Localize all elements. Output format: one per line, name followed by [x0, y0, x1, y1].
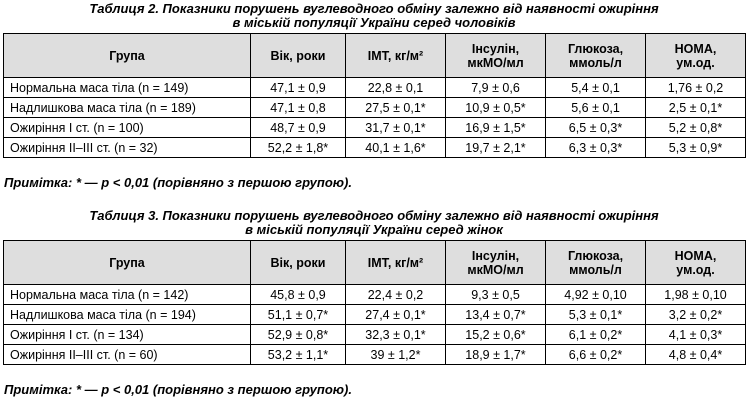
col-header-group: Група — [4, 241, 251, 285]
table-2-caption — [0, 2, 748, 30]
cell-insulin: 9,3 ± 0,5 — [446, 285, 546, 305]
col-header-bmi: IMT, кг/м² — [346, 241, 446, 285]
caption-line: в міській популяції України серед чоловіків — [232, 15, 516, 30]
cell-group: Надлишкова маса тіла (n = 194) — [4, 305, 251, 325]
cell-age: 53,2 ± 1,1* — [251, 345, 346, 365]
cell-group: Надлишкова маса тіла (n = 189) — [4, 98, 251, 118]
cell-glucose: 4,92 ± 0,10 — [546, 285, 646, 305]
cell-bmi: 22,8 ± 0,1 — [346, 78, 446, 98]
women-table — [3, 240, 746, 365]
table-row — [4, 285, 746, 305]
cell-age: 48,7 ± 0,9 — [251, 118, 346, 138]
cell-insulin: 15,2 ± 0,6* — [446, 325, 546, 345]
col-header-group: Група — [4, 34, 251, 78]
header-row — [4, 34, 746, 78]
cell-group: Ожиріння ІІ–ІІІ ст. (n = 32) — [4, 138, 251, 158]
caption-line: Таблиця 2. Показники порушень вуглеводного обміну залежно від наявності ожиріння — [89, 1, 659, 16]
cell-bmi: 32,3 ± 0,1* — [346, 325, 446, 345]
cell-group: Ожиріння І ст. (n = 100) — [4, 118, 251, 138]
table-row — [4, 305, 746, 325]
cell-insulin: 19,7 ± 2,1* — [446, 138, 546, 158]
col-header-glucose: Глюкоза, ммоль/л — [546, 34, 646, 78]
cell-glucose: 6,3 ± 0,3* — [546, 138, 646, 158]
cell-group: Нормальна маса тіла (n = 142) — [4, 285, 251, 305]
cell-homa: 4,8 ± 0,4* — [646, 345, 746, 365]
cell-bmi: 39 ± 1,2* — [346, 345, 446, 365]
cell-homa: 3,2 ± 0,2* — [646, 305, 746, 325]
cell-homa: 4,1 ± 0,3* — [646, 325, 746, 345]
cell-glucose: 5,3 ± 0,1* — [546, 305, 646, 325]
cell-homa: 2,5 ± 0,1* — [646, 98, 746, 118]
cell-age: 47,1 ± 0,9 — [251, 78, 346, 98]
table-row — [4, 78, 746, 98]
cell-age: 52,2 ± 1,8* — [251, 138, 346, 158]
men-table — [3, 33, 746, 158]
cell-bmi: 27,4 ± 0,1* — [346, 305, 446, 325]
cell-insulin: 18,9 ± 1,7* — [446, 345, 546, 365]
cell-homa: 1,76 ± 0,2 — [646, 78, 746, 98]
cell-glucose: 6,6 ± 0,2* — [546, 345, 646, 365]
cell-bmi: 22,4 ± 0,2 — [346, 285, 446, 305]
caption-line: Таблиця 3. Показники порушень вуглеводного обміну залежно від наявності ожиріння — [89, 208, 659, 223]
table-row — [4, 345, 746, 365]
cell-bmi: 27,5 ± 0,1* — [346, 98, 446, 118]
cell-age: 51,1 ± 0,7* — [251, 305, 346, 325]
table-3-caption — [0, 209, 748, 237]
table-2-note: Примітка: * — p < 0,01 (порівняно з першою групою). — [4, 175, 352, 190]
caption-line: в міській популяції України серед жінок — [245, 222, 503, 237]
cell-age: 45,8 ± 0,9 — [251, 285, 346, 305]
col-header-insulin: Інсулін, мкМО/мл — [446, 241, 546, 285]
cell-bmi: 31,7 ± 0,1* — [346, 118, 446, 138]
cell-glucose: 6,1 ± 0,2* — [546, 325, 646, 345]
table-row — [4, 98, 746, 118]
col-header-glucose: Глюкоза, ммоль/л — [546, 241, 646, 285]
cell-insulin: 10,9 ± 0,5* — [446, 98, 546, 118]
table-row — [4, 138, 746, 158]
cell-age: 47,1 ± 0,8 — [251, 98, 346, 118]
cell-homa: 5,3 ± 0,9* — [646, 138, 746, 158]
cell-glucose: 5,6 ± 0,1 — [546, 98, 646, 118]
table-row — [4, 325, 746, 345]
table-row — [4, 118, 746, 138]
cell-homa: 5,2 ± 0,8* — [646, 118, 746, 138]
cell-insulin: 16,9 ± 1,5* — [446, 118, 546, 138]
col-header-insulin: Інсулін, мкМО/мл — [446, 34, 546, 78]
col-header-homa: HOMA, ум.од. — [646, 34, 746, 78]
col-header-age: Вік, роки — [251, 241, 346, 285]
cell-homa: 1,98 ± 0,10 — [646, 285, 746, 305]
cell-age: 52,9 ± 0,8* — [251, 325, 346, 345]
cell-glucose: 5,4 ± 0,1 — [546, 78, 646, 98]
cell-insulin: 7,9 ± 0,6 — [446, 78, 546, 98]
cell-group: Ожиріння ІІ–ІІІ ст. (n = 60) — [4, 345, 251, 365]
cell-bmi: 40,1 ± 1,6* — [346, 138, 446, 158]
col-header-bmi: IMT, кг/м² — [346, 34, 446, 78]
col-header-age: Вік, роки — [251, 34, 346, 78]
cell-group: Нормальна маса тіла (n = 149) — [4, 78, 251, 98]
cell-glucose: 6,5 ± 0,3* — [546, 118, 646, 138]
cell-group: Ожиріння І ст. (n = 134) — [4, 325, 251, 345]
cell-insulin: 13,4 ± 0,7* — [446, 305, 546, 325]
header-row — [4, 241, 746, 285]
table-3-note: Примітка: * — p < 0,01 (порівняно з першою групою). — [4, 382, 352, 397]
col-header-homa: HOMA, ум.од. — [646, 241, 746, 285]
